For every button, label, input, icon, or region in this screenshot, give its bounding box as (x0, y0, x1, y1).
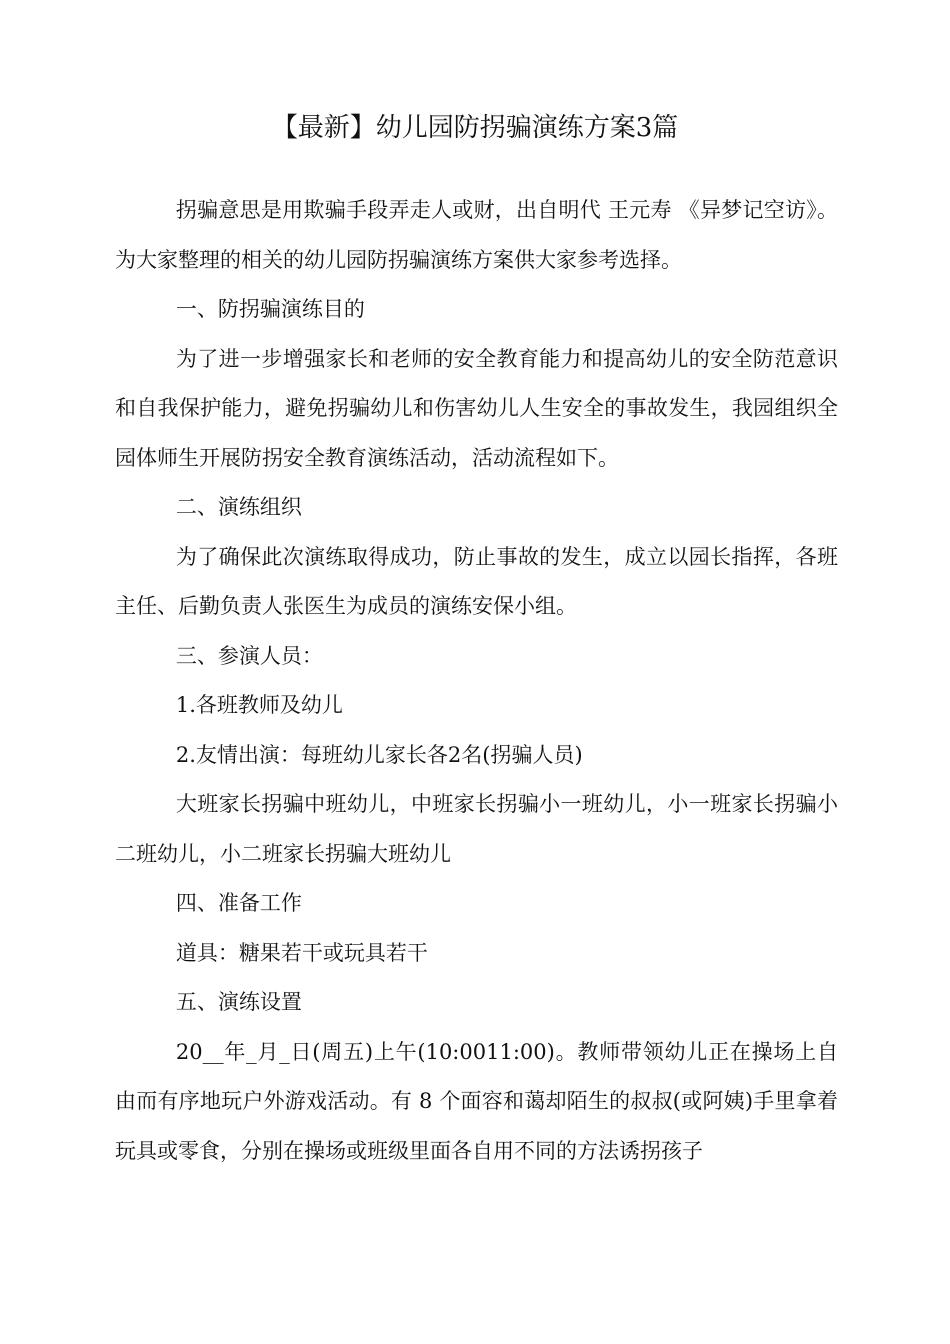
paragraph-setting: 20__年_月_日(周五)上午(10:0011:00)。教师带领幼儿正在操场上自由而有序地玩户外游戏活动。有 8 个面容和蔼却陌生的叔叔(或阿姨)手里拿着玩具或零食，分别在操场或班级里面各自用不同的方法诱拐孩子 (115, 1039, 838, 1163)
list-item-1: 1.各班教师及幼儿 (175, 693, 343, 717)
paragraph-props: 道具：糖果若干或玩具若干 (175, 940, 428, 965)
document-body (115, 186, 838, 1176)
section-heading-2: 二、演练组织 (175, 495, 302, 519)
paragraph-purpose: 为了进一步增强家长和老师的安全教育能力和提高幼儿的安全防范意识和自我保护能力，避免拐骗幼儿和伤害幼儿人生安全的事故发生，我园组织全园体师生开展防拐安全教育演练活动，活动流程如下。 (115, 346, 838, 470)
paragraph-intro: 拐骗意思是用欺骗手段弄走人或财，出自明代 王元寿 《异梦记空访》。为大家整理的相关的幼儿园防拐骗演练方案供大家参考选择。 (115, 198, 838, 272)
section-heading-4: 四、准备工作 (175, 891, 302, 915)
paragraph-pairing: 大班家长拐骗中班幼儿，中班家长拐骗小一班幼儿，小一班家长拐骗小二班幼儿，小二班家长拐骗大班幼儿 (115, 792, 838, 866)
document-title: 【最新】幼儿园防拐骗演练方案3篇 (271, 113, 679, 143)
section-heading-3: 三、参演人员： (175, 643, 323, 668)
section-heading-1: 一、防拐骗演练目的 (175, 297, 365, 321)
paragraph-organization: 为了确保此次演练取得成功，防止事故的发生，成立以园长指挥，各班主任、后勤负责人张医生为成员的演练安保小组。 (115, 544, 838, 618)
section-heading-5: 五、演练设置 (175, 990, 302, 1014)
list-item-2: 2.友情出演：每班幼儿家长各2名(拐骗人员) (175, 742, 583, 767)
